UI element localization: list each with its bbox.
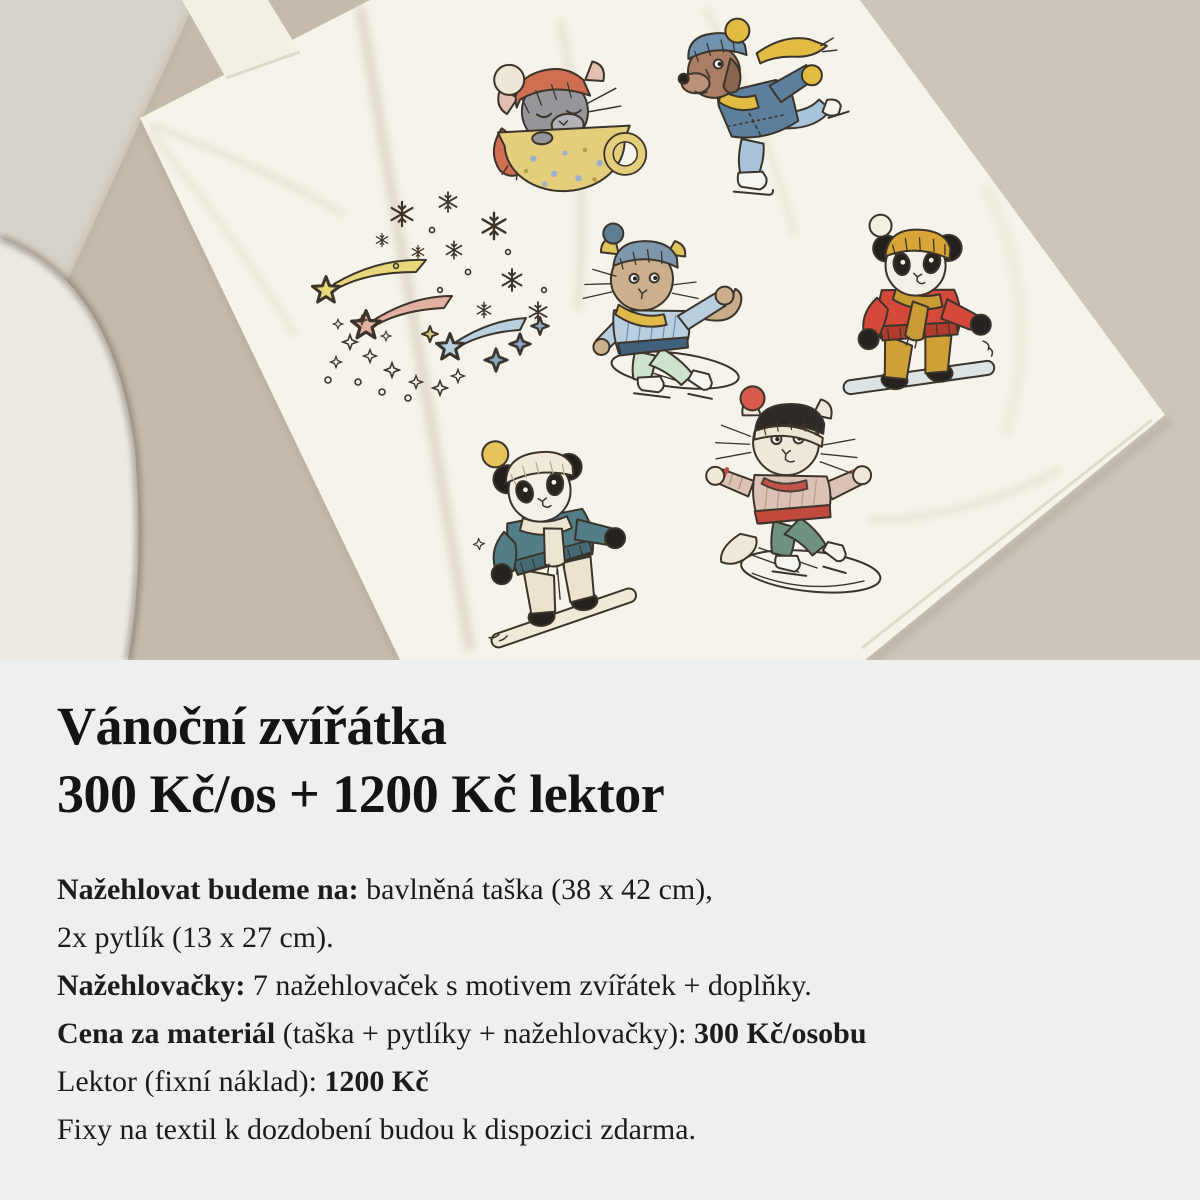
title-line-1: Vánoční zvířátka: [57, 696, 447, 756]
page-title: [57, 692, 1143, 828]
info-line: 2x pytlík (13 x 27 cm).: [57, 921, 334, 954]
info-line: Lektor (fixní náklad): 1200 Kč: [57, 1065, 429, 1098]
info-line: Cena za materiál (taška + pytlíky + nažehlovačky): 300 Kč/osobu: [57, 1017, 867, 1050]
info-line: Fixy na textil k dozdobení budou k dispozici zdarma.: [57, 1113, 697, 1146]
info-line: Nažehlovat budeme na: bavlněná taška (38 x 42 cm),: [57, 873, 713, 906]
title-line-2: 300 Kč/os + 1200 Kč lektor: [57, 764, 665, 824]
description-text: [57, 866, 1143, 1154]
info-line: Nažehlovačky: 7 nažehlovaček s motivem zvířátek + doplňky.: [57, 969, 812, 1002]
info-panel: [0, 660, 1200, 1200]
